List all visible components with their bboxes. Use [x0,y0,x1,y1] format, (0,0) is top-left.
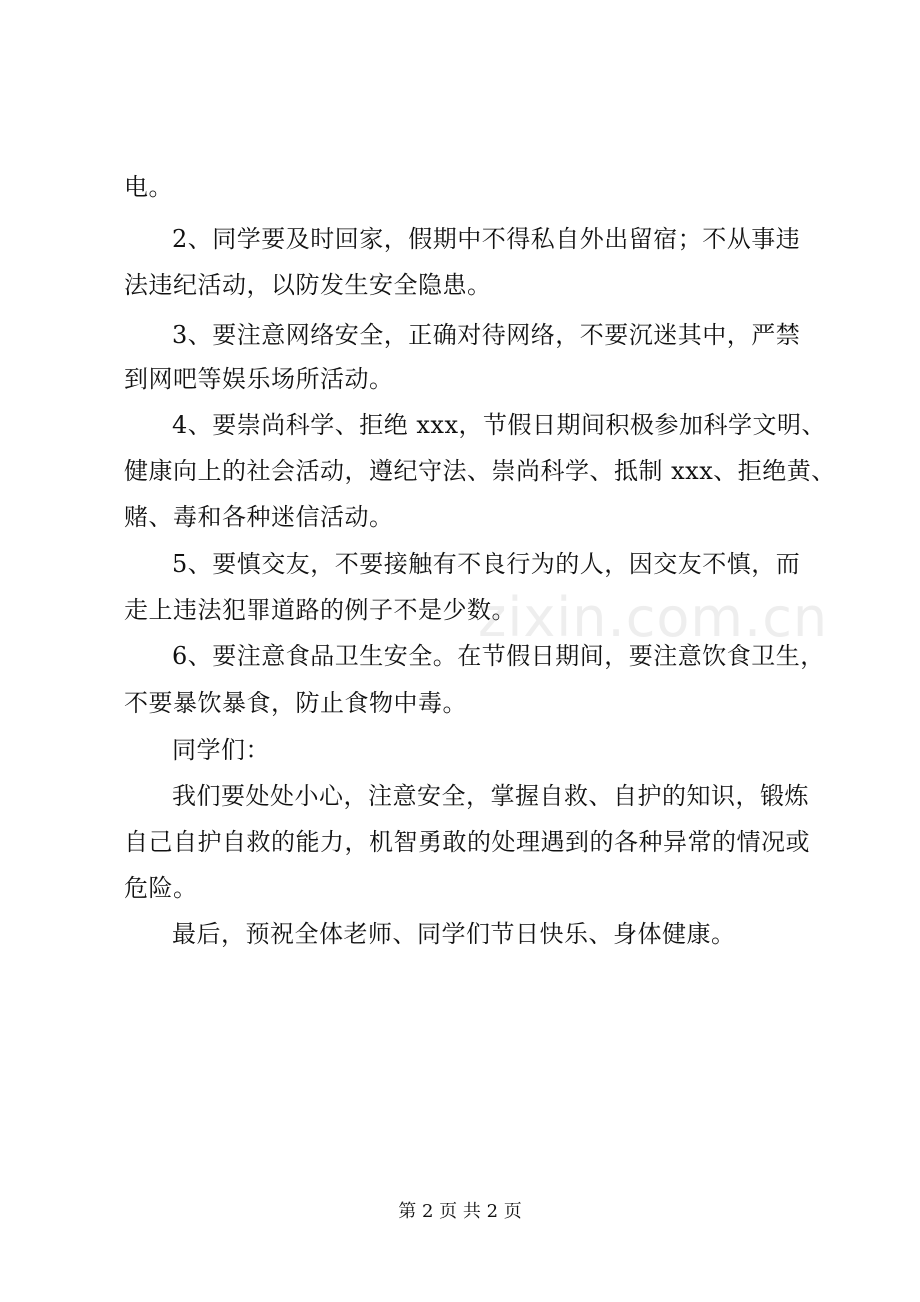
text-line: 危险。 [124,874,198,902]
text-line: 电。 [124,173,173,201]
text-line: 3、要注意网络安全，正确对待网络，不要沉迷其中，严禁 [172,321,801,349]
text-line: 我们要处处小心，注意安全，掌握自救、自护的知识，锻炼 [172,782,809,810]
text-line: 5、要慎交友，不要接触有不良行为的人，因交友不慎，而 [172,550,801,578]
text-line: 同学们： [172,736,270,764]
watermark: zixin.com.cn [478,586,829,649]
text-line: 最后，预祝全体老师、同学们节日快乐、身体健康。 [172,920,736,948]
text-line: 赌、毒和各种迷信活动。 [124,503,394,531]
text-line: 自己自护自救的能力，机智勇敢的处理遇到的各种异常的情况或 [124,828,810,856]
page-number-footer: 第 2 页 共 2 页 [398,1201,522,1222]
text-line: 法违纪活动，以防发生安全隐患。 [124,271,492,299]
text-line: 不要暴饮暴食，防止食物中毒。 [124,689,467,717]
text-line: 4、要崇尚科学、拒绝 xxx，节假日期间积极参加科学文明、 [172,411,827,439]
text-line: 到网吧等娱乐场所活动。 [124,365,394,393]
text-line: 6、要注意食品卫生安全。在节假日期间，要注意饮食卫生， [172,642,825,670]
text-line: 健康向上的社会活动，遵纪守法、崇尚科学、抵制 xxx、拒绝黄、 [124,457,836,485]
text-line: 走上违法犯罪道路的例子不是少数。 [124,596,516,624]
text-line: 2、同学要及时回家，假期中不得私自外出留宿；不从事违 [172,225,801,253]
